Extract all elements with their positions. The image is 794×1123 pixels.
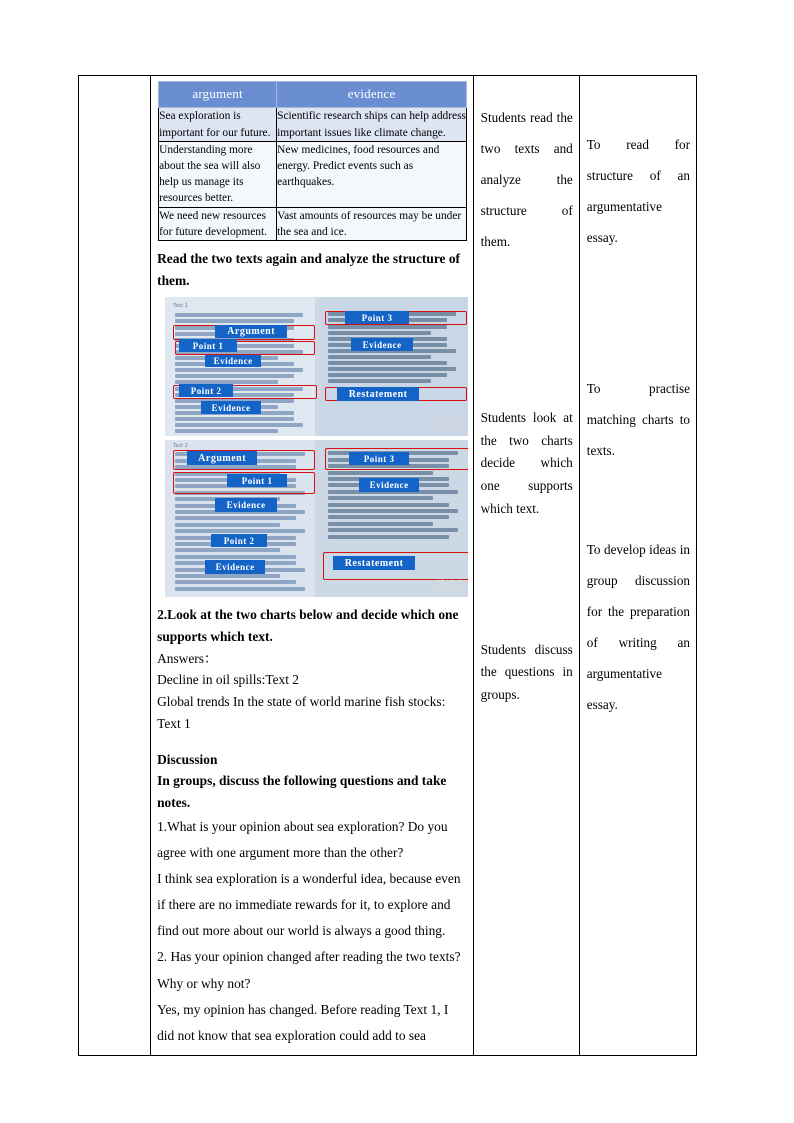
argument-evidence-table <box>158 81 467 241</box>
annotation-tag-point-3-5: Point 3 <box>349 452 409 465</box>
scan-text-line <box>328 535 449 539</box>
task2-heading: 2.Look at the two charts below and decide which one supports which text. <box>157 607 459 645</box>
scan-text-line <box>328 373 447 377</box>
content-column <box>151 76 474 1056</box>
purpose-column <box>579 76 696 1056</box>
discussion-answer-1: I think sea exploration is a wonderful idea, because even if there are no immediate rewards for it, to explore and find out more about our world is always a good thing. <box>157 870 461 939</box>
scan-text-line <box>328 325 447 329</box>
annotation-tag-restatement-7: Restatement <box>333 556 415 570</box>
answer-item-1: Decline in oil spills:Text 2 <box>157 672 299 688</box>
scan-text-line <box>175 523 280 527</box>
cell-argument: Sea exploration is important for our future. <box>159 108 277 141</box>
figure-text1-wrapper <box>165 297 468 436</box>
activity-item-1: Students read the two texts and analyze the structure of them. <box>480 110 573 250</box>
scan-text-line <box>175 319 294 323</box>
figure-text2-scan <box>165 440 468 597</box>
discussion-subheading: In groups, discuss the following questions and take notes. <box>157 773 447 810</box>
annotation-tag-evidence-2: Evidence <box>215 498 277 512</box>
scan-text-line <box>328 503 449 507</box>
annotation-tag-point-1-1: Point 1 <box>227 474 287 487</box>
scan-text-line <box>175 429 278 433</box>
scan-text-line <box>175 423 303 427</box>
scan-text-line <box>175 417 294 421</box>
column-header-evidence: evidence <box>277 82 467 108</box>
scan-text-line <box>328 509 458 513</box>
discussion-question-2: 2. Has your opinion changed after reading the two texts? Why or why not? <box>157 949 461 991</box>
spacer <box>157 735 468 749</box>
scan-text-line <box>175 574 280 578</box>
scan-text-line <box>328 379 431 383</box>
scan-text-line <box>175 374 294 378</box>
scan-text-line <box>175 313 303 317</box>
annotation-tag-point-3-5: Point 3 <box>345 311 409 324</box>
figure-text1-scan <box>165 297 468 436</box>
cell-argument: We need new resources for future development. <box>159 207 277 240</box>
annotation-tag-evidence-2: Evidence <box>205 355 261 367</box>
cell-evidence: Vast amounts of resources may be under the sea and ice. <box>277 207 467 240</box>
annotation-tag-evidence-4: Evidence <box>201 401 261 414</box>
table-row <box>79 76 697 1056</box>
annotation-tag-evidence-4: Evidence <box>205 560 265 574</box>
cell-argument: Understanding more about the sea will also help us manage its resources better. <box>159 141 277 207</box>
answers-label: Answers： <box>157 650 218 666</box>
purpose-item-3: To develop ideas in group discussion for the preparation of writing an argumentative essay. <box>586 542 690 713</box>
scan-text-line <box>175 580 296 584</box>
cell-evidence: Scientific research ships can help address important issues like climate change. <box>277 108 467 141</box>
student-activity-column <box>473 76 579 1056</box>
annotation-tag-evidence-6: Evidence <box>351 338 413 351</box>
scan-text-line <box>328 522 433 526</box>
discussion-heading: Discussion <box>157 751 218 767</box>
annotation-tag-argument-0: Argument <box>187 451 257 465</box>
scan-text-line <box>175 555 296 559</box>
annotation-tag-restatement-7: Restatement <box>337 387 419 401</box>
stage-column-empty <box>79 76 151 1056</box>
activity-item-3: Students discuss the questions in groups. <box>480 641 573 702</box>
scan-text-line <box>175 529 305 533</box>
annotation-tag-point-1-1: Point 1 <box>179 339 237 352</box>
table-row <box>159 141 467 207</box>
scan-text-line <box>175 548 280 552</box>
scan-caption: Text 1 <box>173 303 188 310</box>
watermark: 资料 <box>436 579 463 595</box>
discussion-question-1: 1.What is your opinion about sea exploration? Do you agree with one argument more than the other? <box>157 818 448 860</box>
column-header-argument: argument <box>159 82 277 108</box>
scan-caption: Text 2 <box>173 443 188 450</box>
scan-text-line <box>175 587 305 591</box>
task1-heading: Read the two texts again and analyze the structure of them. <box>157 250 460 288</box>
purpose-item-1: To read for structure of an argumentative essay. <box>586 137 690 246</box>
lesson-plan-table <box>78 75 697 1056</box>
scan-text-line <box>328 471 433 475</box>
scan-text-line <box>328 515 449 519</box>
activity-item-2: Students look at the two charts decide which one supports which text. <box>480 410 573 516</box>
annotation-tag-evidence-6: Evidence <box>359 478 419 492</box>
purpose-item-2: To practise matching charts to texts. <box>586 381 690 459</box>
table-row <box>159 108 467 141</box>
annotation-tag-point-2-3: Point 2 <box>179 384 233 397</box>
table-row <box>159 207 467 240</box>
discussion-answer-2: Yes, my opinion has changed. Before reading Text 1, I did not know that sea exploration could add to sea <box>157 1001 449 1043</box>
scan-text-line <box>328 367 456 371</box>
table-header-row <box>159 82 467 108</box>
scan-text-line <box>328 355 431 359</box>
figure-text2-wrapper <box>165 440 468 597</box>
scan-text-line <box>175 368 303 372</box>
scan-text-line <box>175 516 296 520</box>
watermark: 资料 <box>436 418 463 434</box>
scan-text-line <box>328 331 431 335</box>
answer-item-2: Global trends In the state of world marine fish stocks: Text 1 <box>157 694 446 731</box>
annotation-tag-argument-0: Argument <box>215 325 287 338</box>
scan-text-line <box>328 528 458 532</box>
scan-text-line <box>328 496 433 500</box>
annotation-tag-point-2-3: Point 2 <box>211 534 267 547</box>
scan-text-line <box>328 361 447 365</box>
cell-evidence: New medicines, food resources and energy. Predict events such as earthquakes. <box>277 141 467 207</box>
